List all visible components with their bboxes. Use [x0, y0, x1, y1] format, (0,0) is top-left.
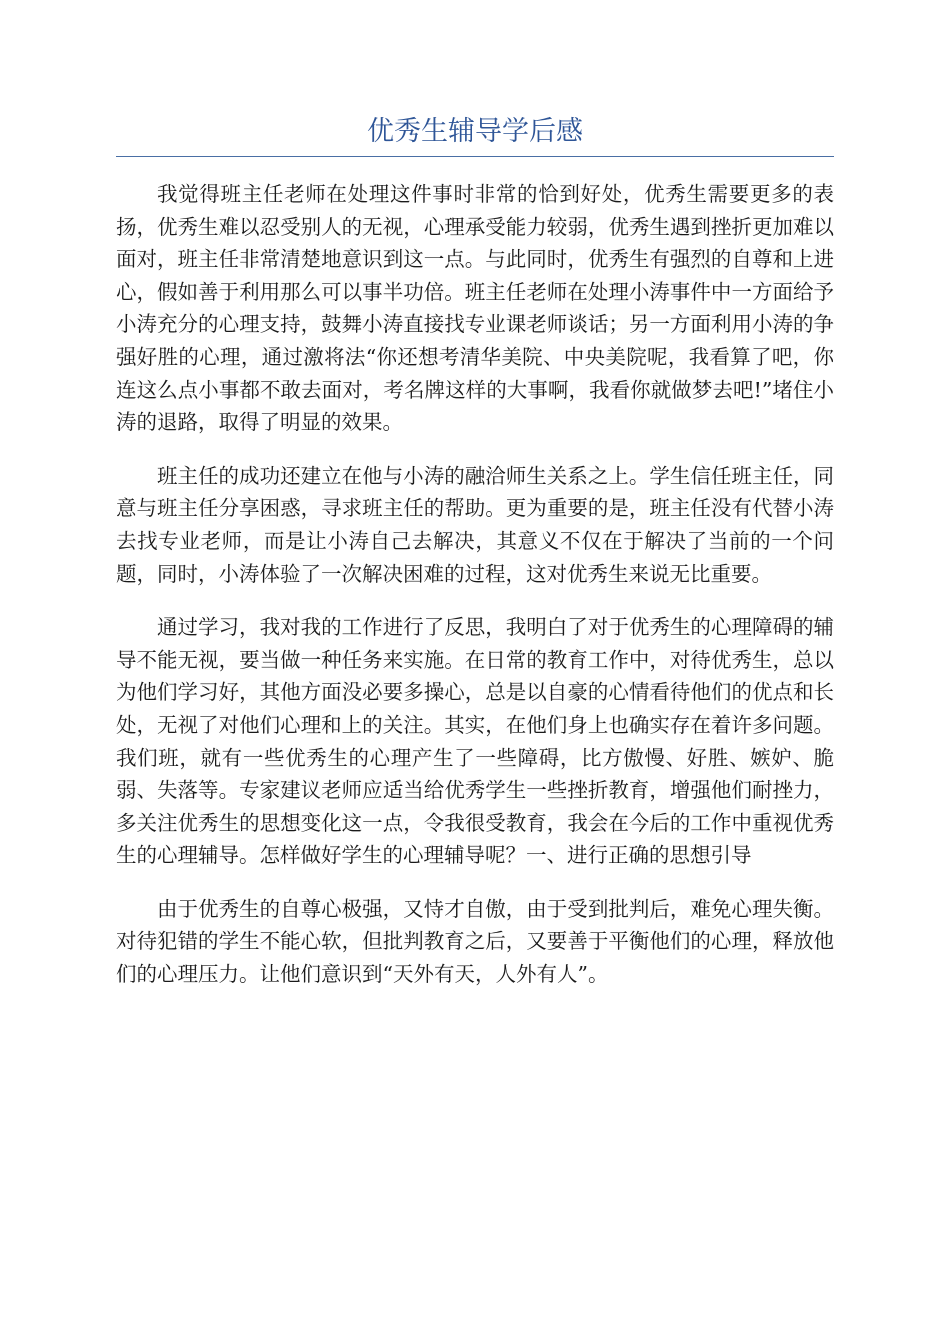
paragraph-3: 通过学习，我对我的工作进行了反思，我明白了对于优秀生的心理障碍的辅导不能无视，要当做一种任务来实施。在日常的教育工作中，对待优秀生，总以为他们学习好，其他方面没必要多操心，总是以自豪的心情看待他们的优点和长处，无视了对他们心理和上的关注。其实，在他们身上也确实存在着许多问题。我们班，就有一些优秀生的心理产生了一些障碍，比方傲慢、好胜、嫉妒、脆弱、失落等。专家建议老师应适当给优秀学生一些挫折教育，增强他们耐挫力，多关注优秀生的思想变化这一点，令我很受教育，我会在今后的工作中重视优秀生的心理辅导。怎样做好学生的心理辅导呢？一、进行正确的思想引导: [116, 615, 834, 868]
paragraph-4: 由于优秀生的自尊心极强，又恃才自傲，由于受到批判后，难免心理失衡。对待犯错的学生不能心软，但批判教育之后，又要善于平衡他们的心理，释放他们的心理压力。让他们意识到“天外有天，人外有人”。: [116, 896, 834, 987]
paragraph-2: 班主任的成功还建立在他与小涛的融洽师生关系之上。学生信任班主任，同意与班主任分享困惑，寻求班主任的帮助。更为重要的是，班主任没有代替小涛去找专业老师，而是让小涛自己去解决，其意义不仅在于解决了当前的一个问题，同时，小涛体验了一次解决困难的过程，这对优秀生来说无比重要。: [116, 463, 834, 586]
title-block: [116, 112, 834, 157]
page-title: 优秀生辅导学后感: [367, 116, 583, 147]
document-body: [116, 178, 834, 1012]
paragraph-1: 我觉得班主任老师在处理这件事时非常的恰到好处，优秀生需要更多的表扬，优秀生难以忍受别人的无视，心理承受能力较弱，优秀生遇到挫折更加难以面对，班主任非常清楚地意识到这一点。与此同时，优秀生有强烈的自尊和上进心，假如善于利用那么可以事半功倍。班主任老师在处理小涛事件中一方面给予小涛充分的心理支持，鼓舞小涛直接找专业课老师谈话；另一方面利用小涛的争强好胜的心理，通过激将法“你还想考清华美院、中央美院呢，我看算了吧，你连这么点小事都不敢去面对，考名牌这样的大事啊，我看你就做梦去吧!”堵住小涛的退路，取得了明显的效果。: [116, 182, 834, 435]
